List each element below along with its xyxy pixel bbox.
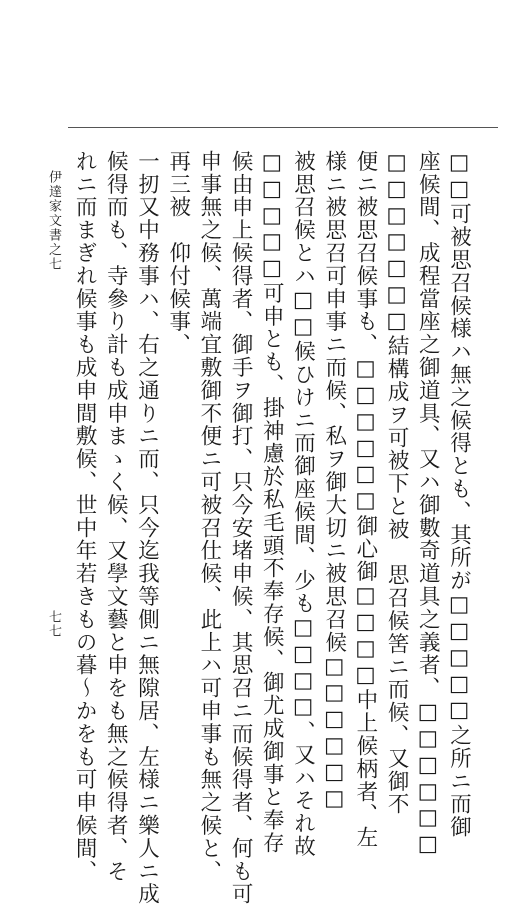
text-column: 様ニ被思召可申事ニ而候、私ヲ御大切ニ被思召候□□□□□□ bbox=[321, 150, 347, 813]
header-rule bbox=[68, 127, 498, 128]
text-column: 再三被 仰付候事、 bbox=[165, 150, 191, 357]
text-column: □□□□□可申とも、掛神慮於私毛頭不奉存候、御尤成御事と奉存 bbox=[259, 150, 285, 855]
text-column: 候得而も、寺參り計も成申まゝく候、又學文藝と申をも無之候得者、そ bbox=[103, 150, 129, 883]
text-column: れニ而まぎれ候事も成申間敷候、世中年若きもの暮〜かをも可申候間、 bbox=[72, 150, 98, 883]
text-column: 被思召候とハ□□候ひけニ而御座候間、少も□□□□、又ハそれ故 bbox=[290, 150, 316, 858]
text-column-first-item: 一扨又中務事ハ、右之通りニ而、只今迄我等側ニ無隙居、左様ニ樂人ニ成 bbox=[134, 150, 160, 906]
text-column: 便ニ被思召候事も、□□□□□□御心御□□□□中上候柄者、左 bbox=[352, 150, 378, 850]
text-column: □□可被思召候様ハ無之候得とも、其所が□□□□□之所ニ而御 bbox=[446, 150, 472, 839]
text-column: 申事無之候、萬端宜敷御不便ニ可被召仕候、此上ハ可申事も無之候と、 bbox=[196, 150, 222, 883]
page-number: 七七 bbox=[46, 610, 61, 638]
running-title: 伊達家文書之七 bbox=[46, 170, 61, 272]
text-column: 座候間、成程當座之御道具、又ハ御數奇道具之義者、□□□□□□ bbox=[415, 150, 441, 858]
text-column: □□□□□□□結構成ヲ可被下と被 思召候筈ニ而候、又御不 bbox=[384, 150, 410, 816]
text-column: 候由申上候得者、御手ヲ御打、只今安堵申候、其思召ニ而候得者、何も可 bbox=[228, 150, 254, 906]
